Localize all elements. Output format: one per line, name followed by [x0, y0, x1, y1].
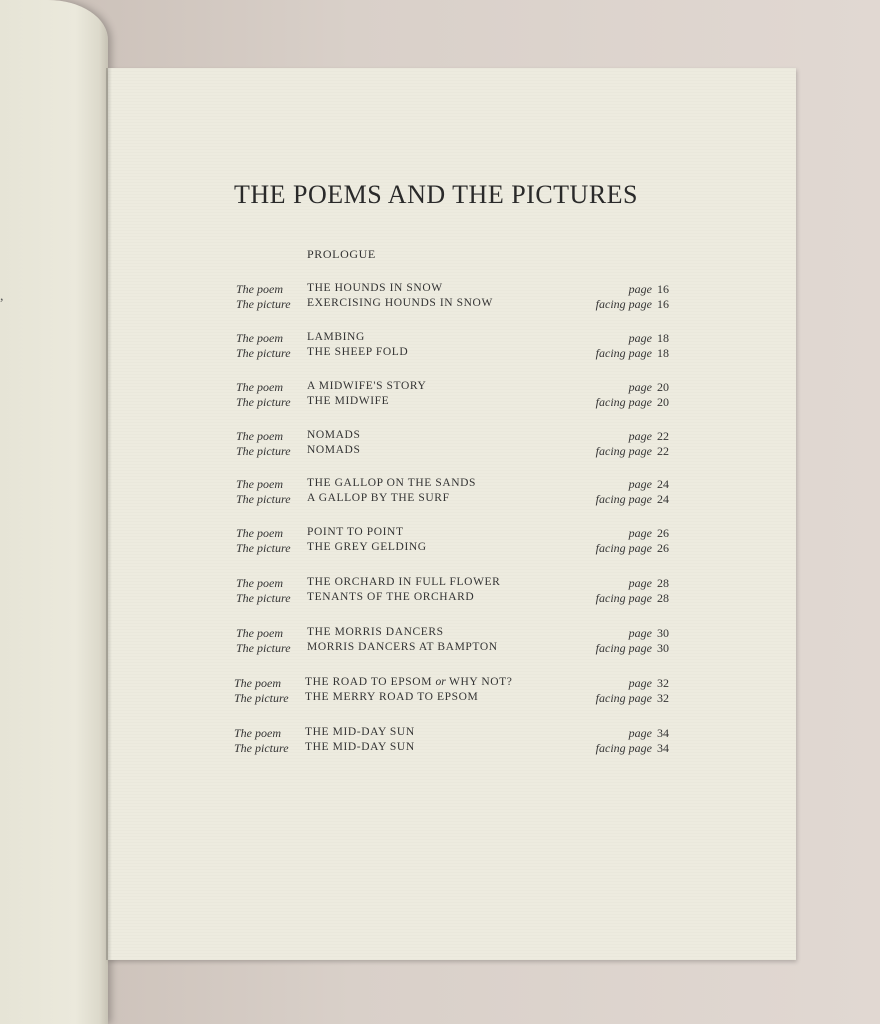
poem-row	[0, 331, 880, 346]
picture-page-label: facing page	[595, 641, 652, 655]
picture-page-reference	[529, 741, 669, 756]
picture-page-number: 22	[657, 444, 669, 458]
picture-page-number: 32	[657, 691, 669, 705]
poem-row	[0, 526, 880, 541]
poem-role-label: The poem	[236, 526, 283, 540]
poem-row	[0, 477, 880, 492]
picture-page-reference	[529, 395, 669, 410]
poem-page-label: page	[628, 526, 652, 540]
picture-page-label: facing page	[595, 346, 652, 360]
picture-row	[0, 691, 880, 706]
poem-title-text: POINT TO POINT	[307, 526, 404, 538]
poem-page-number: 22	[657, 429, 669, 443]
picture-title-text: THE MERRY ROAD TO EPSOM	[305, 691, 479, 703]
picture-title-text: THE MID-DAY SUN	[305, 741, 415, 753]
poem-page-number: 26	[657, 526, 669, 540]
picture-row	[0, 741, 880, 756]
poem-title-conjunction: or	[435, 676, 446, 688]
poem-title-text: THE ROAD TO EPSOM	[305, 676, 433, 688]
poem-row	[0, 626, 880, 641]
poem-page-reference	[529, 726, 669, 741]
picture-page-reference	[529, 346, 669, 361]
contents-entry	[0, 576, 880, 608]
picture-page-number: 28	[657, 591, 669, 605]
poem-role-label: The poem	[236, 331, 283, 345]
picture-row	[0, 541, 880, 556]
picture-role-label: The picture	[236, 395, 291, 409]
poem-page-label: page	[628, 576, 652, 590]
poem-role-label: The poem	[234, 676, 281, 690]
left-page-mark: ,	[0, 289, 4, 304]
contents-entry	[0, 526, 880, 558]
poem-title-text: THE GALLOP ON THE SANDS	[307, 477, 477, 489]
picture-role-label: The picture	[236, 444, 291, 458]
poem-page-number: 32	[657, 676, 669, 690]
picture-page-reference	[529, 641, 669, 656]
contents-entry	[0, 676, 880, 708]
picture-page-reference	[529, 444, 669, 459]
picture-page-reference	[529, 591, 669, 606]
picture-page-number: 24	[657, 492, 669, 506]
poem-role-label: The poem	[236, 282, 283, 296]
poem-page-number: 28	[657, 576, 669, 590]
picture-title-text: EXERCISING HOUNDS IN SNOW	[307, 297, 493, 309]
poem-row	[0, 726, 880, 741]
picture-page-reference	[529, 492, 669, 507]
poem-row	[0, 576, 880, 591]
poem-role-label: The poem	[234, 726, 281, 740]
picture-role-label: The picture	[234, 691, 289, 705]
picture-title-text: THE MIDWIFE	[307, 395, 390, 407]
picture-title-text: A GALLOP BY THE SURF	[307, 492, 450, 504]
poem-page-reference	[529, 676, 669, 691]
contents-entry	[0, 626, 880, 658]
poem-page-number: 34	[657, 726, 669, 740]
picture-page-label: facing page	[595, 591, 652, 605]
picture-title-text: TENANTS OF THE ORCHARD	[307, 591, 475, 603]
picture-page-label: facing page	[595, 297, 652, 311]
gutter-shadow	[106, 68, 112, 960]
picture-page-reference	[529, 691, 669, 706]
contents-entry	[0, 380, 880, 412]
poem-page-label: page	[628, 429, 652, 443]
poem-title-alt: WHY NOT?	[449, 676, 513, 688]
poem-page-reference	[529, 526, 669, 541]
picture-role-label: The picture	[236, 541, 291, 555]
poem-title-text: LAMBING	[307, 331, 365, 343]
picture-page-number: 18	[657, 346, 669, 360]
poem-page-reference	[529, 477, 669, 492]
picture-row	[0, 591, 880, 606]
poem-page-label: page	[628, 477, 652, 491]
poem-row	[0, 282, 880, 297]
poem-page-label: page	[628, 380, 652, 394]
picture-row	[0, 641, 880, 656]
poem-page-number: 18	[657, 331, 669, 345]
picture-page-label: facing page	[595, 395, 652, 409]
left-page	[0, 0, 108, 1024]
picture-page-reference	[529, 541, 669, 556]
contents-entry	[0, 477, 880, 509]
poem-row	[0, 676, 880, 691]
picture-role-label: The picture	[236, 492, 291, 506]
poem-row	[0, 380, 880, 395]
poem-page-label: page	[628, 331, 652, 345]
poem-row	[0, 429, 880, 444]
poem-page-reference	[529, 576, 669, 591]
poem-page-number: 16	[657, 282, 669, 296]
poem-role-label: The poem	[236, 380, 283, 394]
poem-page-number: 30	[657, 626, 669, 640]
picture-page-number: 20	[657, 395, 669, 409]
picture-title-text: THE SHEEP FOLD	[307, 346, 409, 358]
picture-title-text: MORRIS DANCERS AT BAMPTON	[307, 641, 498, 653]
picture-row	[0, 395, 880, 410]
poem-page-number: 24	[657, 477, 669, 491]
picture-role-label: The picture	[234, 741, 289, 755]
contents-entry	[0, 282, 880, 314]
picture-page-number: 16	[657, 297, 669, 311]
poem-page-label: page	[628, 726, 652, 740]
poem-page-reference	[529, 380, 669, 395]
picture-page-label: facing page	[595, 741, 652, 755]
picture-page-number: 34	[657, 741, 669, 755]
picture-page-label: facing page	[595, 444, 652, 458]
poem-page-label: page	[628, 676, 652, 690]
poem-role-label: The poem	[236, 576, 283, 590]
picture-role-label: The picture	[236, 591, 291, 605]
poem-page-label: page	[628, 282, 652, 296]
contents-entry	[0, 331, 880, 363]
contents-entry	[0, 726, 880, 758]
poem-title-text: A MIDWIFE'S STORY	[307, 380, 427, 392]
poem-role-label: The poem	[236, 429, 283, 443]
picture-role-label: The picture	[236, 297, 291, 311]
poem-page-label: page	[628, 626, 652, 640]
contents-entry	[0, 429, 880, 461]
picture-role-label: The picture	[236, 641, 291, 655]
picture-role-label: The picture	[236, 346, 291, 360]
poem-role-label: The poem	[236, 626, 283, 640]
picture-row	[0, 444, 880, 459]
picture-title-text: THE GREY GELDING	[307, 541, 427, 553]
picture-page-number: 30	[657, 641, 669, 655]
picture-page-reference	[529, 297, 669, 312]
picture-page-number: 26	[657, 541, 669, 555]
poem-role-label: The poem	[236, 477, 283, 491]
picture-row	[0, 297, 880, 312]
picture-page-label: facing page	[595, 541, 652, 555]
picture-page-label: facing page	[595, 492, 652, 506]
poem-title-text: THE ORCHARD IN FULL FLOWER	[307, 576, 501, 588]
picture-row	[0, 492, 880, 507]
poem-page-reference	[529, 626, 669, 641]
poem-page-reference	[529, 331, 669, 346]
poem-page-reference	[529, 429, 669, 444]
picture-row	[0, 346, 880, 361]
picture-page-label: facing page	[595, 691, 652, 705]
picture-title-text: NOMADS	[307, 444, 361, 456]
poem-title-text: THE MID-DAY SUN	[305, 726, 415, 738]
poem-page-number: 20	[657, 380, 669, 394]
page-title: THE POEMS AND THE PICTURES	[234, 180, 639, 209]
poem-page-reference	[529, 282, 669, 297]
prologue-heading: PROLOGUE	[307, 247, 376, 261]
poem-title-text: NOMADS	[307, 429, 361, 441]
poem-title-text: THE MORRIS DANCERS	[307, 626, 444, 638]
poem-title-text: THE HOUNDS IN SNOW	[307, 282, 443, 294]
